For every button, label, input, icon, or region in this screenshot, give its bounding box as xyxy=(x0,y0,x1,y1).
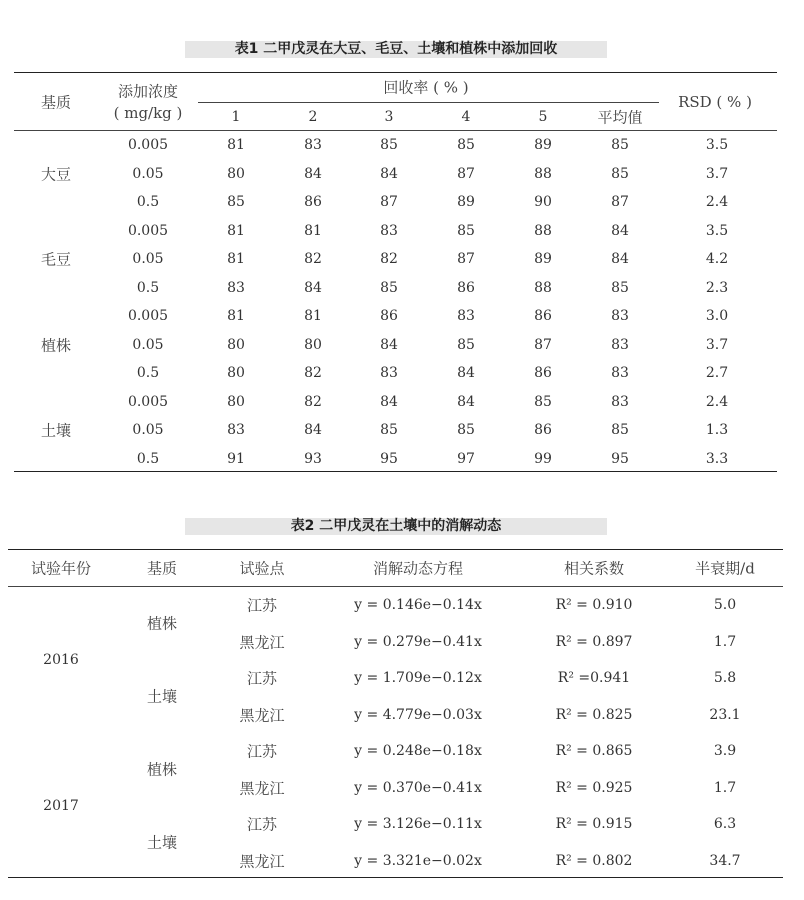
table1-conc-cell: 0.05 xyxy=(132,336,164,353)
table1-value-cell: 88 xyxy=(534,222,552,239)
table2-matrix-label: 土壤 xyxy=(146,833,178,852)
table1-value-cell: 85 xyxy=(380,422,398,438)
table1-value-cell: 81 xyxy=(304,308,322,324)
table1-value-cell: 86 xyxy=(534,422,552,438)
table1-rsd-cell: 2.7 xyxy=(705,365,729,381)
table2-equation-cell: y = 4.779e−0.03x xyxy=(354,706,482,723)
table2-top-rule xyxy=(8,549,783,550)
table1-value-cell: 80 xyxy=(227,336,245,353)
table1-value-cell: 84 xyxy=(304,422,322,438)
table1-conc-cell: 0.05 xyxy=(132,422,164,438)
table2-halflife-cell: 34.7 xyxy=(709,852,741,869)
table2-site-cell: 黑龙江 xyxy=(239,706,285,724)
table2-equation-cell: y = 0.370e−0.41x xyxy=(354,779,482,796)
table1-value-cell: 86 xyxy=(534,308,552,324)
table1-value-cell: 83 xyxy=(611,365,629,381)
table2-header-rule xyxy=(8,586,783,587)
table1-value-cell: 84 xyxy=(457,393,475,410)
table2-halflife-cell: 5.0 xyxy=(713,597,737,613)
table2-matrix-label: 植株 xyxy=(146,760,178,779)
table2-equation-cell: y = 3.126e−0.11x xyxy=(354,816,482,832)
table1-rsd-cell: 3.5 xyxy=(705,222,729,239)
table2-header-halflife: 半衰期/d xyxy=(695,559,755,578)
table2-year-label: 2016 xyxy=(43,651,79,668)
table2-header-site: 试验点 xyxy=(239,559,285,578)
table1-subheader-1: 1 xyxy=(231,109,241,125)
table2-matrix-label: 土壤 xyxy=(146,687,178,706)
table1-conc-cell: 0.5 xyxy=(136,279,160,296)
table1-header-rsd: RSD ( % ) xyxy=(678,93,752,111)
table2-halflife-cell: 1.7 xyxy=(713,633,737,650)
table1-value-cell: 83 xyxy=(227,279,245,296)
table2-halflife-cell: 23.1 xyxy=(709,706,741,723)
table2-r2-cell: R² = 0.915 xyxy=(555,816,633,832)
table1-value-cell: 81 xyxy=(227,251,245,267)
table1-value-cell: 88 xyxy=(534,279,552,296)
table1-recovery-rule xyxy=(198,102,659,103)
table2-bottom-rule xyxy=(8,877,783,878)
table1-value-cell: 86 xyxy=(380,308,398,324)
table1-value-cell: 84 xyxy=(611,222,629,239)
table1-value-cell: 83 xyxy=(611,336,629,353)
table2-header-equation: 消解动态方程 xyxy=(372,559,464,578)
table2-site-cell: 江苏 xyxy=(246,815,278,834)
table1-value-cell: 93 xyxy=(304,450,322,467)
table1-rsd-cell: 3.5 xyxy=(705,137,729,153)
table1-rsd-cell: 1.3 xyxy=(705,422,729,438)
table2-r2-cell: R² = 0.865 xyxy=(555,743,633,759)
table1-caption: 表1 二甲戊灵在大豆、毛豆、土壤和植株中添加回收 xyxy=(185,41,607,58)
table1-value-cell: 86 xyxy=(534,365,552,381)
table1-value-cell: 82 xyxy=(304,393,322,410)
table2-header-year: 试验年份 xyxy=(30,559,92,578)
table1-subheader-2: 2 xyxy=(308,109,318,125)
table1-value-cell: 80 xyxy=(227,165,245,182)
table1-conc-cell: 0.005 xyxy=(127,308,169,324)
table1-value-cell: 83 xyxy=(611,308,629,324)
table1-value-cell: 83 xyxy=(380,222,398,239)
table1-conc-cell: 0.005 xyxy=(127,222,169,239)
table1-value-cell: 82 xyxy=(380,251,398,267)
table2-r2-cell: R² = 0.897 xyxy=(555,633,633,650)
table1-value-cell: 85 xyxy=(457,137,475,153)
table1-value-cell: 85 xyxy=(457,422,475,438)
table1-value-cell: 87 xyxy=(457,165,475,182)
table1-rsd-cell: 3.3 xyxy=(705,450,729,467)
table1-value-cell: 85 xyxy=(611,165,629,182)
table2-header-matrix: 基质 xyxy=(146,559,178,578)
table1-rsd-cell: 3.7 xyxy=(705,336,729,353)
table1-subheader-3: 3 xyxy=(384,109,394,125)
table1-value-cell: 83 xyxy=(380,365,398,381)
table1-value-cell: 84 xyxy=(457,365,475,381)
table1-subheader-4: 4 xyxy=(461,109,471,125)
table1-conc-cell: 0.5 xyxy=(136,450,160,467)
table1-value-cell: 99 xyxy=(534,450,552,467)
table1-value-cell: 82 xyxy=(304,251,322,267)
table1-header-conc: 添加浓度 xyxy=(117,82,179,101)
table1-value-cell: 85 xyxy=(457,336,475,353)
table1-value-cell: 81 xyxy=(227,137,245,153)
table2-site-cell: 江苏 xyxy=(246,742,278,761)
table2-header-r2: 相关系数 xyxy=(563,559,625,578)
table1-value-cell: 84 xyxy=(380,336,398,353)
table1-conc-cell: 0.005 xyxy=(127,137,169,153)
table1-subheader-5: 5 xyxy=(538,109,548,125)
table1-value-cell: 84 xyxy=(380,393,398,410)
table2-r2-cell: R² = 0.825 xyxy=(555,706,633,723)
table1-rsd-cell: 2.4 xyxy=(705,393,729,410)
table1-value-cell: 80 xyxy=(304,336,322,353)
table1-value-cell: 97 xyxy=(457,450,475,467)
table1-matrix-label: 毛豆 xyxy=(40,250,72,269)
table1-value-cell: 87 xyxy=(457,251,475,267)
table1-rsd-cell: 4.2 xyxy=(705,251,729,267)
table1-value-cell: 85 xyxy=(611,422,629,438)
table1-value-cell: 84 xyxy=(611,251,629,267)
table2-site-cell: 黑龙江 xyxy=(239,779,285,797)
table1-conc-cell: 0.05 xyxy=(132,165,164,182)
table1-value-cell: 95 xyxy=(380,450,398,467)
table2-equation-cell: y = 0.279e−0.41x xyxy=(354,633,482,650)
table1-value-cell: 83 xyxy=(457,308,475,324)
table1-header-recovery: 回收率 ( % ) xyxy=(383,78,469,97)
table1-value-cell: 86 xyxy=(304,194,322,210)
table1-rsd-cell: 2.4 xyxy=(705,194,729,210)
table1-value-cell: 80 xyxy=(227,365,245,381)
table2-site-cell: 江苏 xyxy=(246,596,278,615)
table1-value-cell: 89 xyxy=(534,251,552,267)
table1-bottom-rule xyxy=(14,471,777,472)
table1-value-cell: 81 xyxy=(227,308,245,324)
table1-value-cell: 87 xyxy=(380,194,398,210)
table1-value-cell: 88 xyxy=(534,165,552,182)
table1-rsd-cell: 2.3 xyxy=(705,279,729,296)
table1-matrix-label: 植株 xyxy=(40,336,72,354)
table2-equation-cell: y = 0.146e−0.14x xyxy=(354,597,482,613)
table1-conc-cell: 0.05 xyxy=(132,251,164,267)
table1-value-cell: 91 xyxy=(227,450,245,467)
table1-value-cell: 95 xyxy=(611,450,629,467)
table2-matrix-label: 植株 xyxy=(146,614,178,633)
table1-value-cell: 85 xyxy=(611,137,629,153)
table1-matrix-label: 土壤 xyxy=(40,421,72,440)
table2-site-cell: 江苏 xyxy=(246,669,278,688)
table2-r2-cell: R² = 0.925 xyxy=(555,779,633,796)
table1-value-cell: 82 xyxy=(304,365,322,381)
table1-value-cell: 83 xyxy=(304,137,322,153)
table2-halflife-cell: 6.3 xyxy=(713,816,737,832)
table1-value-cell: 90 xyxy=(534,194,552,210)
table2-equation-cell: y = 1.709e−0.12x xyxy=(354,670,482,686)
table1-rsd-cell: 3.7 xyxy=(705,165,729,182)
table1-header-conc-unit: ( mg/kg ) xyxy=(113,104,183,122)
table1-value-cell: 80 xyxy=(227,393,245,410)
table1-value-cell: 89 xyxy=(457,194,475,210)
table1-value-cell: 85 xyxy=(457,222,475,239)
table1-value-cell: 81 xyxy=(304,222,322,239)
table1-matrix-label: 大豆 xyxy=(40,165,72,183)
table2-r2-cell: R² =0.941 xyxy=(557,670,631,686)
table1-value-cell: 84 xyxy=(304,279,322,296)
table1-value-cell: 85 xyxy=(534,393,552,410)
table1-value-cell: 89 xyxy=(534,137,552,153)
table1-subheader-average: 平均值 xyxy=(597,108,643,127)
table1-value-cell: 86 xyxy=(457,279,475,296)
table2-site-cell: 黑龙江 xyxy=(239,852,285,870)
table2-caption: 表2 二甲戊灵在土壤中的消解动态 xyxy=(185,518,607,535)
table2-halflife-cell: 3.9 xyxy=(713,743,737,759)
table2-r2-cell: R² = 0.910 xyxy=(555,597,633,613)
table1-value-cell: 84 xyxy=(304,165,322,182)
table1-conc-cell: 0.5 xyxy=(136,194,160,210)
table1-top-rule xyxy=(14,72,777,73)
table1-value-cell: 83 xyxy=(611,393,629,410)
table1-conc-cell: 0.5 xyxy=(136,365,160,381)
table2-r2-cell: R² = 0.802 xyxy=(555,852,633,869)
table2-year-label: 2017 xyxy=(43,797,79,814)
table1-conc-cell: 0.005 xyxy=(127,393,169,410)
table2-equation-cell: y = 3.321e−0.02x xyxy=(354,852,482,869)
table2-site-cell: 黑龙江 xyxy=(239,633,285,651)
table1-value-cell: 87 xyxy=(534,336,552,353)
table2-halflife-cell: 5.8 xyxy=(713,670,737,686)
table1-value-cell: 85 xyxy=(380,279,398,296)
table1-value-cell: 85 xyxy=(380,137,398,153)
table1-value-cell: 87 xyxy=(611,194,629,210)
table1-header-matrix: 基质 xyxy=(40,93,72,112)
table1-value-cell: 81 xyxy=(227,222,245,239)
table1-value-cell: 85 xyxy=(227,194,245,210)
table1-value-cell: 85 xyxy=(611,279,629,296)
table1-value-cell: 83 xyxy=(227,422,245,438)
table2-halflife-cell: 1.7 xyxy=(713,779,737,796)
table1-header-rule xyxy=(14,130,777,131)
table1-rsd-cell: 3.0 xyxy=(705,308,729,324)
table1-value-cell: 84 xyxy=(380,165,398,182)
table2-equation-cell: y = 0.248e−0.18x xyxy=(354,743,482,759)
